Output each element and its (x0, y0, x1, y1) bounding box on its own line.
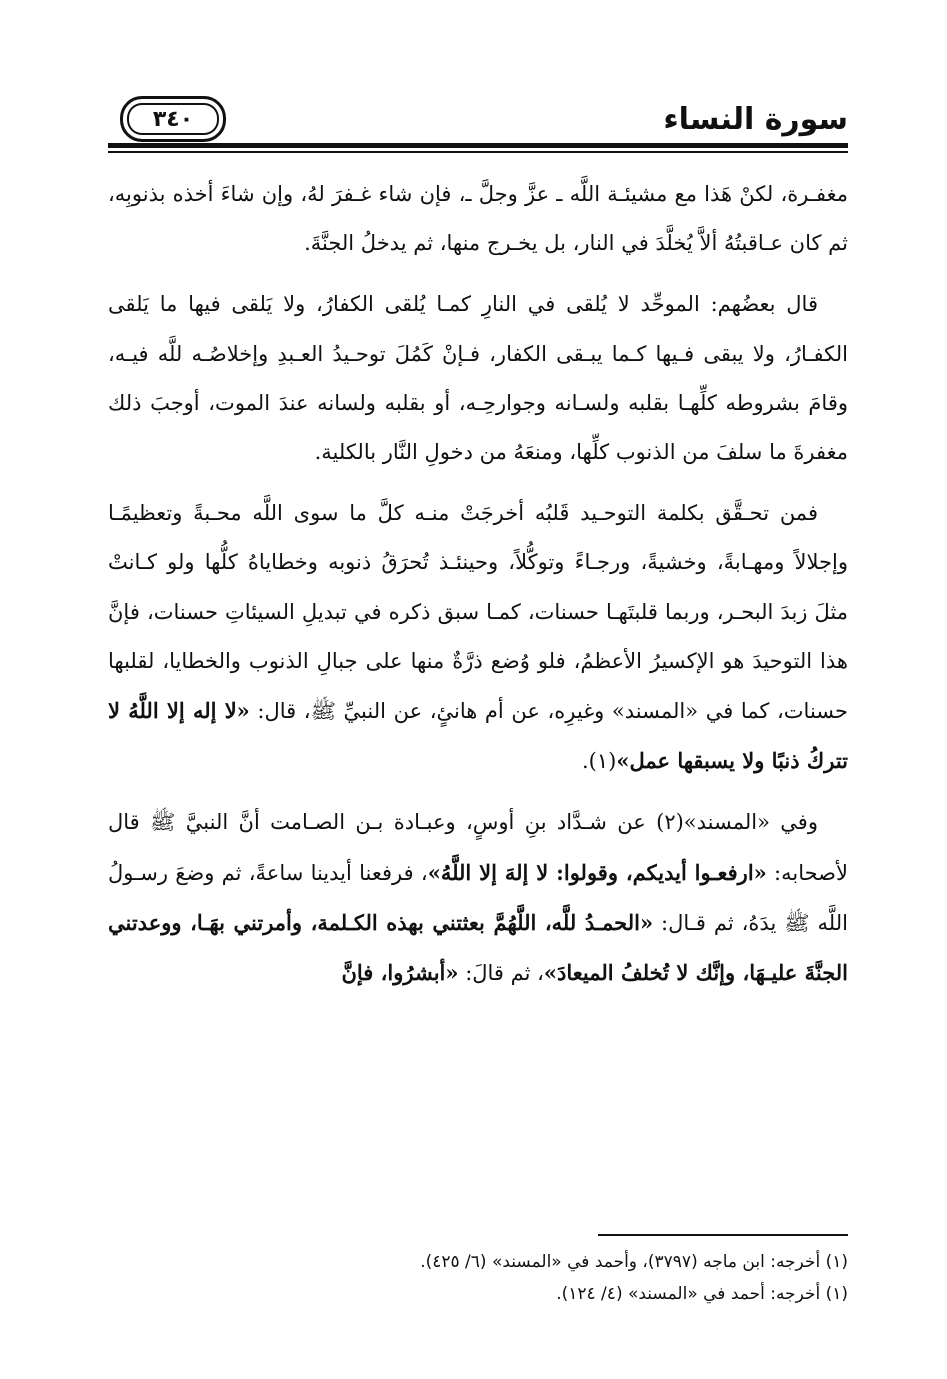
paragraph-4-text-start: وفي «المسند»(٢) عن شـدَّاد بنِ أوسٍ، وعبـادة بـن الصـامت أنَّ النبيَّ ﷺ قال لأصحابه: (108, 810, 848, 885)
page-header (108, 96, 848, 148)
footnote-2: (١) أخرجه: أحمد في «المسند» (٤/ ١٢٤). (556, 1284, 848, 1304)
paragraph-3-text: فمن تحـقَّق بكلمة التوحـيد قَلبُه أخرجَتْ منـه كلَّ ما سوى اللَّه محـبةً وتعظيمًـا وإجلالاً ومهـابةً، وخشيةً، ورجـاءً وتوكُّلاً، وحينئـذ تُحرَقُ ذنوبه وخطاياهُ كلُّها ولو كـانتْ مثلَ زبدَ البحـر، وربما قلبتَهـا حسنات، كمـا سبق ذكره في تبديلِ السيئاتِ حسنات، فإنَّ هذا التوحيدَ هو الإكسيرُ الأعظمُ، فلو وُضع ذرَّةٌ منها على جبالِ الذنوب والخطايا، لقلبها حسنات، كما في «المسند» وغيرِه، عن أم هانئٍ، عن النبيِّ ﷺ، قال: (108, 501, 848, 724)
footnote-ref-1: (١). (581, 749, 617, 774)
footnotes (108, 1246, 848, 1310)
page-number-badge: ٣٤٠ (120, 96, 226, 142)
hadith-quote-3: «أبشرُوا، فإنَّ (341, 960, 459, 986)
footnote-separator (598, 1234, 848, 1236)
paragraph-1-text: مغفـرة، لكنْ هَذا مع مشيئـة اللَّه ـ عزَّ وجلَّ ـ، فإن شاء غـفرَ لهُ، وإن شاءَ أخذه بذنوبِه، ثم كان عـاقبتُهُ ألاَّ يُخلَّدَ في النار، بل يخـرج منها، ثم يدخلُ الجنَّةَ. (108, 182, 848, 256)
paragraph-4-text-middle: ، فرفعنا أيدينا ساعةً، ثم وضعَ رسـولُ اللَّه ﷺ يدَهُ، ثم قـال: (108, 860, 848, 935)
paragraph-2 (108, 280, 848, 477)
paragraph-1 (108, 170, 848, 268)
paragraph-3 (108, 489, 848, 786)
paragraph-2-text: قال بعضُهم: الموحِّد لا يُلقى في النارِ كمـا يُلقى الكفارُ، ولا يَلقى فيها ما يَلقى الكفـارُ، ولا يبقى فـيها كـما يبـقى الكفار، فـإنْ كَمُلَ توحـيدُ العـبدِ وإخلاصُـه للَّه فيـه، وقامَ بشروطه كلِّهـا بقلبه ولسـانه وجوارحِـه، أو بقلبه ولسانه عندَ الموت، أوجبَ ذلك مغفرةَ ما سلفَ من الذنوب كلِّها، ومنعَهُ من دخولِ النَّار بالكلية. (108, 292, 848, 465)
paragraph-4-text-after: ، ثم قالَ: (458, 961, 544, 986)
surah-title: سورة النساء (663, 102, 848, 137)
footnote-1: (١) أخرجه: ابن ماجه (٣٧٩٧)، وأحمد في «المسند» (٦/ ٤٢٥). (420, 1252, 848, 1272)
header-rule-thin (108, 151, 848, 153)
paragraph-4 (108, 798, 848, 998)
main-text (108, 170, 848, 1010)
hadith-quote-1: «ارفعـوا أيديكم، وقولوا: لا إلهَ إلا اللَّهُ» (427, 859, 767, 885)
hadith-quote-2: «الحمـدُ للَّه، اللَّهُمَّ بعثتني بهذه الكـلمة، وأمرتني بهَـا، ووعدتني الجنَّةَ عليـهَا، وإنَّك لا تُخلفُ الميعادَ» (108, 909, 848, 986)
hadith-quote: «لا إله إلا اللَّهُ لا تتركُ ذنبًا ولا يسبقها عمل» (108, 698, 848, 774)
header-rule-thick (108, 143, 848, 148)
